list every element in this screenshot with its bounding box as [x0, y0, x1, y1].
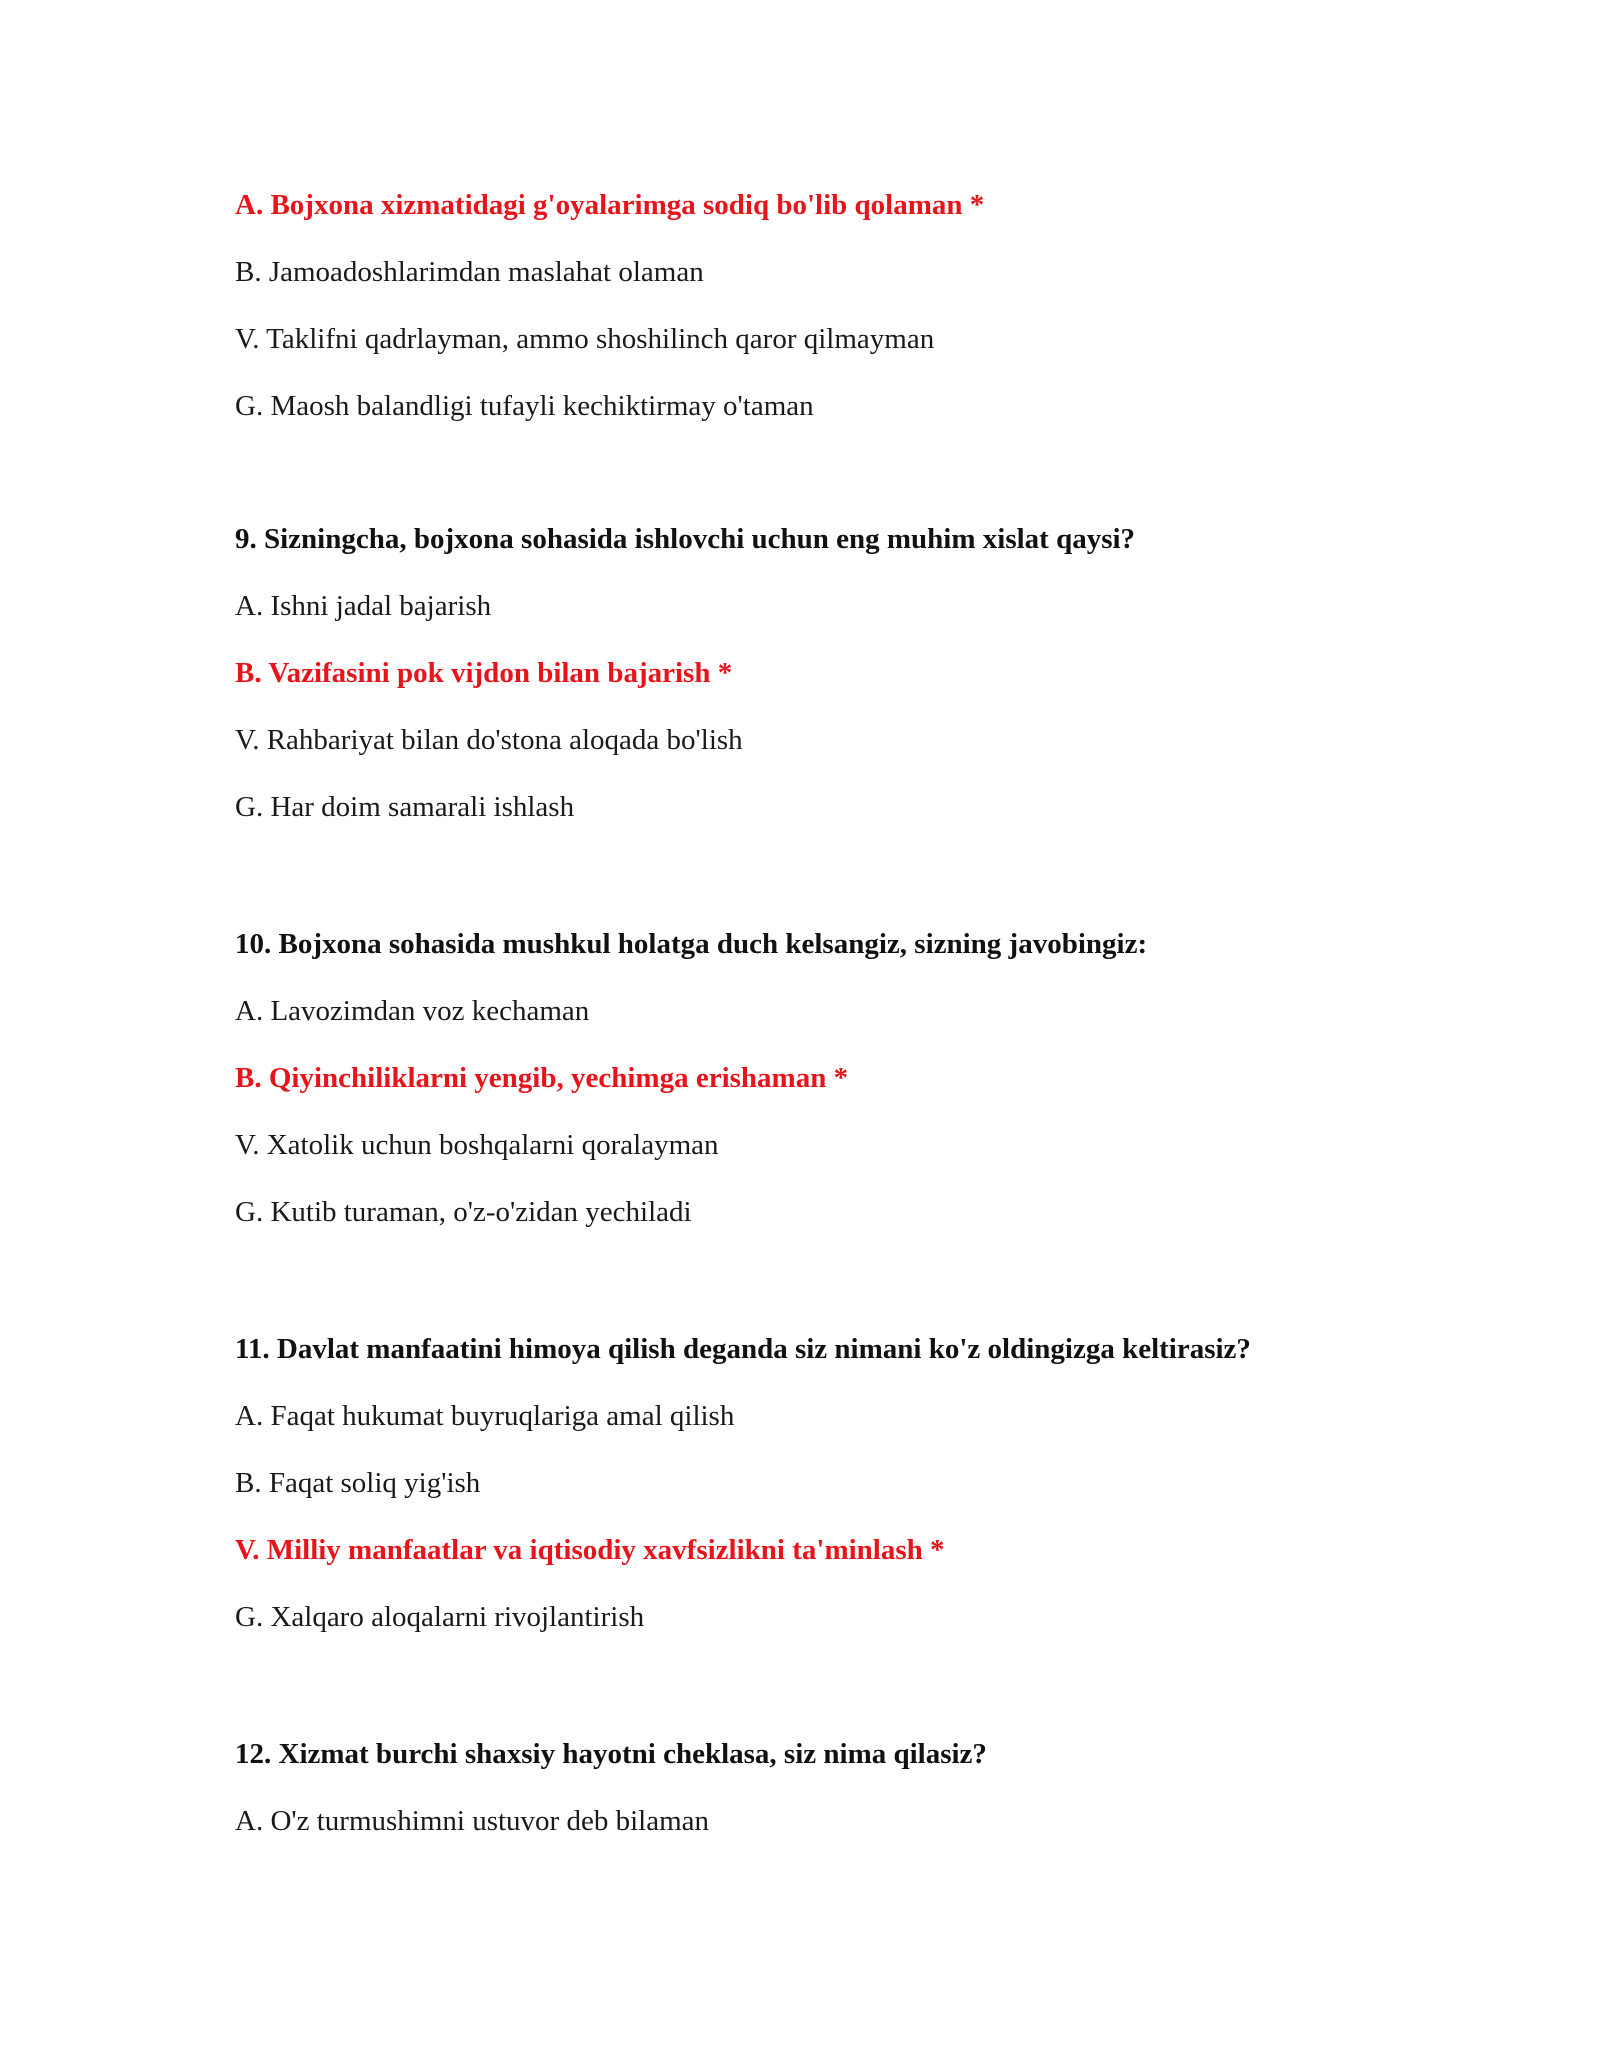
- answer-option-correct: A. Bojxona xizmatidagi g'oyalarimga sodiq bo'lib qolaman *: [235, 189, 985, 221]
- question-text: 11. Davlat manfaatini himoya qilish deganda siz nimani ko'z oldingizga keltirasiz?: [235, 1333, 1251, 1365]
- answer-option: V. Taklifni qadrlayman, ammo shoshilinch qaror qilmayman: [235, 323, 935, 355]
- question-text: 10. Bojxona sohasida mushkul holatga duch kelsangiz, sizning javobingiz:: [235, 928, 1148, 960]
- answer-option: A. Faqat hukumat buyruqlariga amal qilish: [235, 1400, 735, 1432]
- question-text: 12. Xizmat burchi shaxsiy hayotni cheklasa, siz nima qilasiz?: [235, 1738, 987, 1770]
- answer-option: V. Xatolik uchun boshqalarni qoralayman: [235, 1129, 719, 1161]
- answer-option-correct: B. Qiyinchiliklarni yengib, yechimga erishaman *: [235, 1062, 849, 1094]
- answer-option: B. Faqat soliq yig'ish: [235, 1467, 481, 1499]
- answer-option-correct: V. Milliy manfaatlar va iqtisodiy xavfsizlikni ta'minlash *: [235, 1534, 945, 1566]
- answer-option: G. Maosh balandligi tufayli kechiktirmay o'taman: [235, 390, 814, 422]
- answer-option-correct: B. Vazifasini pok vijdon bilan bajarish *: [235, 657, 733, 689]
- question-text: 9. Sizningcha, bojxona sohasida ishlovchi uchun eng muhim xislat qaysi?: [235, 523, 1136, 555]
- answer-option: G. Har doim samarali ishlash: [235, 791, 575, 823]
- answer-option: A. Lavozimdan voz kechaman: [235, 995, 590, 1027]
- answer-option: B. Jamoadoshlarimdan maslahat olaman: [235, 256, 704, 288]
- answer-option: G. Kutib turaman, o'z-o'zidan yechiladi: [235, 1196, 692, 1228]
- answer-option: G. Xalqaro aloqalarni rivojlantirish: [235, 1601, 645, 1633]
- answer-option: A. O'z turmushimni ustuvor deb bilaman: [235, 1805, 709, 1837]
- answer-option: V. Rahbariyat bilan do'stona aloqada bo'lish: [235, 724, 743, 756]
- answer-option: A. Ishni jadal bajarish: [235, 590, 492, 622]
